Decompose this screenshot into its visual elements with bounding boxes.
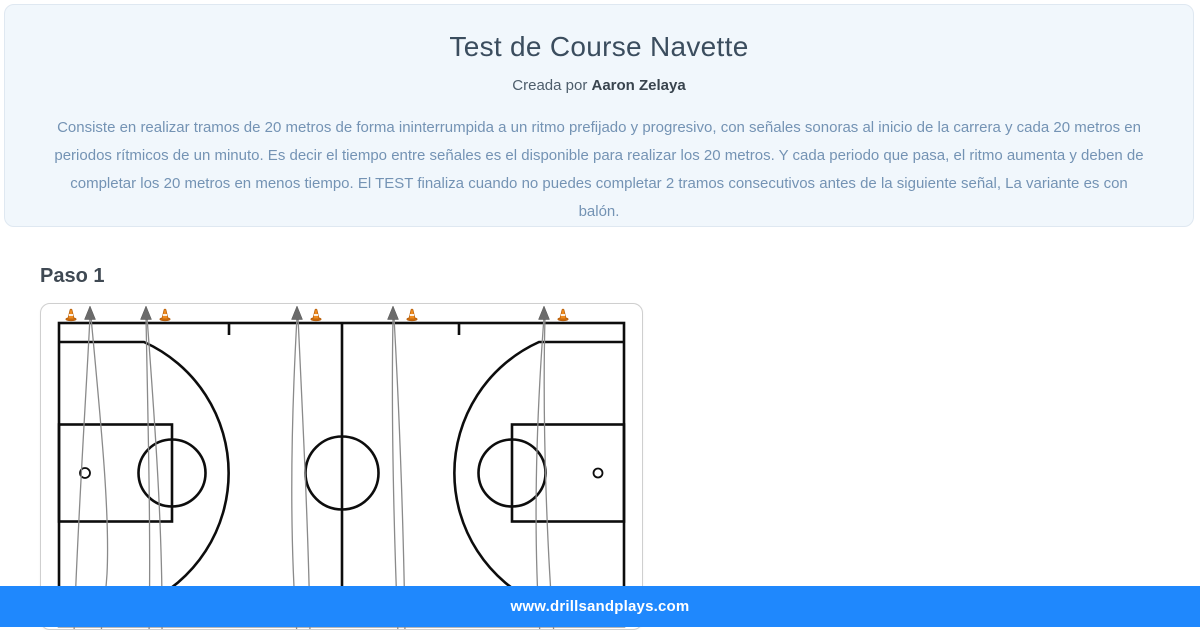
- run-arrow-icon: [388, 306, 399, 320]
- basketball-court-diagram: [41, 304, 643, 630]
- cone-icon: [407, 309, 417, 321]
- header-panel: [4, 4, 1194, 227]
- run-arrow-icon: [539, 306, 550, 320]
- page-title: Test de Course Navette: [449, 31, 749, 62]
- run-path: [146, 317, 150, 630]
- footer-bar: [0, 586, 1200, 627]
- run-path: [74, 317, 90, 630]
- court-lines: [59, 323, 624, 626]
- cone-icon: [66, 309, 76, 321]
- run-paths: [74, 317, 554, 630]
- byline-prefix: Creada por: [512, 77, 592, 94]
- run-path: [292, 317, 297, 630]
- cone-icon: [558, 309, 568, 321]
- run-path: [536, 317, 544, 630]
- cone-icon: [311, 309, 321, 321]
- cone-icon: [160, 309, 170, 321]
- author-name: Aaron Zelaya: [591, 77, 686, 94]
- footer-link[interactable]: www.drillsandplays.com: [510, 598, 690, 615]
- run-arrow-icon: [85, 306, 96, 320]
- run-path: [392, 317, 398, 630]
- run-arrow-icon: [292, 306, 303, 320]
- run-path: [544, 317, 554, 630]
- drill-diagram-card: [40, 303, 643, 630]
- byline: [5, 77, 1193, 94]
- drill-description: Consiste en realizar tramos de 20 metros de forma ininterrumpida a un ritmo prefijado y progresivo, con señales sonoras al inicio de la carrera y cada 20 metros en periodos rítmicos de un minuto. Es decir el tiempo entre señales es el disponible para realizar los 20 metros. Y cada periodo que pasa, el ritmo aumenta y deben de completar los 20 metros en menos tiempo. El TEST finaliza cuando no puedes completar 2 tramos consecutivos antes de la siguiente señal, La variante es con balón.: [54, 119, 1144, 220]
- run-path: [298, 317, 310, 630]
- run-arrow-icon: [141, 306, 152, 320]
- right-hoop: [594, 469, 603, 478]
- step-title: Paso 1: [40, 265, 105, 287]
- run-path: [91, 317, 108, 630]
